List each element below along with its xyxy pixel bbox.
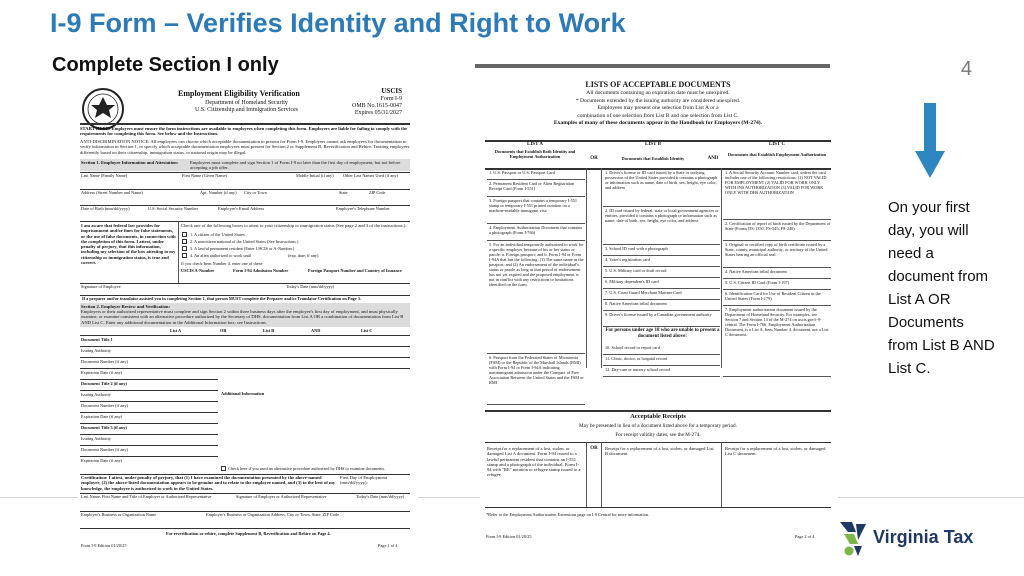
- row-line: [80, 401, 218, 402]
- phone-field: Employee's Telephone Number: [336, 206, 390, 211]
- col-divider: [601, 442, 602, 507]
- todays-date-field: Today's Date (mm/dd/yyyy): [286, 284, 335, 289]
- list-item: 4. Native American tribal document: [723, 269, 831, 279]
- first-day-field: First Day of Employment (mm/dd/yyyy):: [340, 475, 388, 486]
- down-arrow-icon: [915, 103, 945, 179]
- section2-row-label: Issuing Authority: [81, 436, 111, 441]
- row-line: [80, 346, 410, 347]
- attestation-divider: [178, 221, 179, 283]
- state-field: State: [339, 190, 348, 195]
- status-checkbox-1[interactable]: [182, 232, 187, 237]
- expires: Expires 05/31/2027: [354, 110, 402, 116]
- list-item: 7. U.S. Coast Guard Merchant Mariner Card: [603, 290, 720, 300]
- last-name-field: Last Name (Family Name): [81, 173, 128, 178]
- additional-info-label: Additional Information: [221, 391, 265, 396]
- divider: [80, 123, 410, 125]
- col-divider: [586, 168, 587, 368]
- reverification-text: For reverification or rehire, complete Supplement B, Reverification and Rehire on Page 4.: [166, 531, 331, 536]
- virginia-tax-logo-icon: [838, 520, 870, 558]
- list-a-sub: Documents that Establish Both Identity and Employment Authorization: [494, 149, 576, 159]
- list-footer-left: Form I-9 Edition 01/20/25: [486, 534, 532, 539]
- zip-field: ZIP Code: [369, 190, 386, 195]
- list-item: 6. Military dependent's ID card: [603, 279, 720, 289]
- form-title: Employment Eligibility Verification: [178, 89, 300, 98]
- list-item: 5. For an individual temporarily authorized to work for a specific employer because of his or her status or parole: a. Foreign passport; and b. Form I-94 or Form I-94A that has the following: (1) The same name as the passport; and (2) An endorsement of the individual's status or parole as long as that period of endorsement has not yet expired and the proposed employment is not in conflict with any restrictions or limitations identified on the form.: [487, 242, 585, 354]
- section1-title: Section 1. Employee Information and Attestation:: [81, 160, 179, 165]
- dob-field: Date of Birth (mm/dd/yyyy): [81, 206, 130, 211]
- row-line: [80, 412, 218, 413]
- receipts-bottom: [485, 507, 831, 508]
- apt-field: Apt. Number (if any): [200, 190, 237, 195]
- or-label: OR: [590, 446, 598, 451]
- status-option-2: 2. A noncitizen national of the United States (See Instructions.): [190, 239, 299, 244]
- section2-row-label: Expiration Date (if any): [81, 458, 123, 463]
- col-and: AND: [311, 328, 321, 333]
- alt-procedure-text: Check here if you used an alternative procedure authorized by DHS to examine documents.: [228, 466, 386, 471]
- row-line: [80, 528, 410, 529]
- a-number-field: USCIS A-Number: [181, 268, 215, 273]
- address-field: Address (Street Number and Name): [81, 190, 143, 195]
- section2-row-label: Issuing Authority: [81, 392, 111, 397]
- list-item: 3. School ID card with a photograph: [603, 246, 720, 256]
- start-here-text: START HERE: Employers must ensure the form instructions are available to employees when completing this form. Employers are liable for failing to comply with the requirements for completing this form. See below and the Instructions.: [80, 126, 408, 137]
- row-line: [80, 283, 410, 284]
- exp-date-label: (exp. date, if any): [288, 253, 319, 258]
- status-checkbox-4[interactable]: [182, 253, 187, 258]
- status-option-4: 4. An alien authorized to work until: [190, 253, 252, 258]
- under18-heading: For persons under age 18 who are unable to present a document listed above:: [605, 328, 720, 339]
- form-dept: [195, 100, 298, 114]
- bottom-divider-left: [0, 497, 78, 498]
- i94-field: Form I-94 Admission Number: [233, 268, 289, 273]
- list-item: 2. ID card issued by federal, state or local government agencies or entities, provided it contains a photograph or information such as name, date of birth, sex, height, eye color, and address: [603, 208, 720, 245]
- check-one-text: Check one of the following boxes to attest to your citizenship or immigration status (See page 2 and 3 of the instructions.):: [181, 223, 407, 228]
- acceptable-documents-page-image: [483, 72, 833, 546]
- form-i9-page1-image: [78, 85, 414, 553]
- receipts-divider: [485, 442, 831, 443]
- col-divider: [601, 168, 602, 368]
- row-line: [80, 357, 410, 358]
- employee-signature-field: Signature of Employee: [81, 284, 121, 289]
- status-option-1: 1. A citizen of the United States: [190, 232, 245, 237]
- status-option-3: 3. A lawful permanent resident (Enter USCIS or A-Number.): [190, 246, 295, 251]
- list-item: 1. Driver's license or ID card issued by a State or outlying possession of the United States provided it contains a photograph or information such as name, date of birth, sex, height, eye color, and address: [603, 170, 720, 207]
- top-divider: [475, 64, 830, 68]
- business-address-field: Employer's Business or Organization Address, City or Town, State, ZIP Code: [206, 512, 339, 517]
- item4-text: If you check Item Number 4, enter one of these:: [181, 261, 264, 266]
- page-number: 4: [960, 58, 972, 80]
- anti-discrimination-text: ANTI-DISCRIMINATION NOTICE: All employees can choose which acceptable documentation to present for Form I-9. Employers cannot ask employees for documentation to verify information in Section 1, or specify which acceptable documentation employees must present for Section 2 or Supplement B, Reverification and Rehire. Treating employees differently based on their citizenship, immigration status, or national origin may be illegal.: [80, 139, 410, 155]
- status-checkbox-3[interactable]: [182, 246, 187, 251]
- form-footer-right: Page 1 of 4: [378, 543, 398, 548]
- list-item: 4. Voter's registration card: [603, 257, 720, 267]
- list-item: 9. Driver's license issued by a Canadian government authority: [603, 312, 720, 327]
- lists-title: LISTS OF ACCEPTABLE DOCUMENTS: [585, 80, 731, 89]
- list-item: 8. Native American tribal document: [603, 301, 720, 311]
- receipt-list-a: Receipt for a replacement of a lost, stolen, or damaged List A document. Form I-94 issued to a lawful permanent resident that contains an I-551 stamp and a photograph of the individual. Form I-94 with "RE" notation or refugee stamp issued to a refugee.: [487, 446, 581, 478]
- row-line: [80, 379, 218, 380]
- section2-title: Section 2. Employer Review and Verification:: [81, 304, 170, 309]
- slide-title: I-9 Form – Verifies Identity and Right to Work: [50, 8, 626, 38]
- row-line: [80, 456, 218, 457]
- certification-text: Certification: I attest, under penalty of perjury, that (1) I have examined the documentation presented by the above-named employee, (2) the above-listed documentation appears to be genuine and to relate to the employee named, and (3) to the best of my knowledge, the employee is authorized to work in the United States.: [81, 475, 336, 491]
- employer-signature-field: Signature of Employer or Authorized Representative: [236, 494, 327, 499]
- intro-line: Employees may present one selection from List A or a: [597, 105, 719, 111]
- intro-line: combination of one selection from List B and one selection from List C.: [577, 112, 739, 119]
- business-name-field: Employer's Business or Organization Name: [81, 512, 157, 517]
- list-item: 4. Employment Authorization Document that contains a photograph (Form I-766): [487, 225, 585, 241]
- dept-line-1: Department of Homeland Security: [205, 100, 288, 106]
- list-item: 11. Clinic, doctor, or hospital record: [603, 356, 720, 366]
- form-name: Form I-9: [380, 96, 402, 102]
- list-item: 5. U.S. Citizen ID Card (Form I-197): [723, 280, 831, 290]
- intro-line: All documents containing an expiration date must be unexpired.: [586, 90, 730, 96]
- form-footer-left: Form I-9 Edition 01/20/25: [81, 543, 127, 548]
- and-label: AND: [707, 156, 719, 161]
- list-item: 5. U.S. Military card or draft record: [603, 268, 720, 278]
- section2-row-label: Expiration Date (if any): [81, 370, 123, 375]
- form-agency-block: [352, 88, 402, 117]
- col-divider: [721, 168, 722, 368]
- attestation-text: I am aware that federal law provides for imprisonment and/or fines for false statements, or the use of false documents, in connection with the completion of this form. I attest, under penalty of perjury, that this information, including my selection of the box attesting to my citizenship or immigration status, is true and correct.: [81, 223, 176, 266]
- receipts-sub1: May be presented in lieu of a document listed above for a temporary period.: [579, 423, 737, 429]
- row-line: [80, 434, 218, 435]
- list-item: 1. A Social Security Account Number card, unless the card includes one of the following restrictions: (1) NOT VALID FOR EMPLOYMENT (2) VALID FOR WORK ONLY WITH INS AUTHORIZATION (3) VALID FOR WORK ONLY WITH DHS AUTHORIZATION: [723, 170, 831, 220]
- col-list-b: List B: [263, 328, 275, 333]
- preparer-text: If a preparer and/or translator assisted you in completing Section 1, that person MUST complete the Preparer and/or Translator Certification on Page 3.: [82, 296, 361, 301]
- city-field: City or Town: [244, 190, 267, 195]
- row-line: [80, 221, 410, 222]
- receipts-sub2: For receipt validity dates, see the M-274.: [615, 432, 701, 438]
- bottom-divider-right: [838, 497, 1024, 498]
- list-item: 6. Passport from the Federated States of Micronesia (FSM) or the Republic of the Marshall Islands (RMI) with Form I-94 or Form I-94A indicating nonimmigrant admission under the Compact of Free Association Between the United States and the FSM or RMI: [487, 355, 585, 405]
- list-item: 12. Day-care or nursery school record: [603, 367, 720, 377]
- ssn-field: U.S. Social Security Number: [148, 206, 199, 211]
- section2-row-label: Document Number (if any): [81, 403, 128, 408]
- status-checkbox-2[interactable]: [182, 239, 187, 244]
- list-item: 2. Permanent Resident Card or Alien Registration Receipt Card (Form I-551): [487, 181, 585, 197]
- list-item: 3. Original or certified copy of birth certificate issued by a State, county, municipal authority, or territory of the United States bearing an official seal: [723, 242, 831, 268]
- footnote: *Refer to the Employment Authorization Extensions page on I-9 Central for more information.: [486, 512, 650, 517]
- receipts-title: Acceptable Receipts: [630, 413, 686, 420]
- list-item: 7. Employment authorization document issued by the Department of Homeland Security. For examples, see Section 7 and Section 13 of the M-274 on uscis.gov/i-9-central. The Form I-766, Employment Authorization Document, is a List A, Item Number 4. document, not a List C document.: [723, 307, 831, 377]
- list-item: 6. Identification Card for Use of Resident Citizen in the United States (Form I-179): [723, 291, 831, 306]
- row-line: [80, 368, 410, 369]
- bottom-divider-mid: [418, 497, 480, 498]
- intro-line: Examples of many of these documents appear in the Handbook for Employers (M-274).: [553, 120, 763, 126]
- col-divider: [721, 442, 722, 507]
- list-footer-right: Page 2 of 4: [795, 534, 815, 539]
- list-item: 10. School record or report card: [603, 345, 720, 355]
- email-field: Employee's Email Address: [218, 206, 265, 211]
- list-item: 3. Foreign passport that contains a temporary I-551 stamp or temporary I-551 printed notation on a machine-readable immigrant visa: [487, 198, 585, 224]
- receipts-top: [485, 410, 831, 412]
- agency: USCIS: [381, 87, 402, 95]
- section2-row-label: Document Title 3 (if any): [81, 425, 127, 430]
- section2-row-label: Expiration Date (if any): [81, 414, 123, 419]
- col-divider: [586, 442, 587, 507]
- alt-procedure-checkbox[interactable]: [221, 466, 226, 471]
- col-or: OR: [220, 328, 227, 333]
- list-c-head: LIST C: [768, 142, 786, 147]
- employer-name-field: Last Name, First Name and Title of Employer or Authorized Representative: [81, 494, 212, 499]
- virginia-tax-logo-text: Virginia Tax: [873, 527, 974, 547]
- instruction-text: On your first day, you will need a document from List A OR Documents from List B AND List C.: [888, 199, 995, 377]
- col-list-a: List A: [170, 328, 182, 333]
- section1-text: Employees must complete and sign Section 1 of Form I-9 no later than the first day of employment, but not before accepting a job offer.: [190, 160, 401, 171]
- or-label: OR: [590, 156, 598, 161]
- list-a-head: LIST A: [527, 142, 543, 147]
- intro-line: * Documents extended by the issuing authority are considered unexpired.: [575, 97, 741, 104]
- passport-field: Foreign Passport Number and Country of Issuance: [308, 268, 402, 273]
- middle-initial-field: Middle Initial (if any): [296, 173, 334, 178]
- first-name-field: First Name (Given Name): [182, 173, 227, 178]
- receipt-list-b: Receipt for a replacement of a lost, stolen, or damaged List B document.: [605, 446, 714, 457]
- list-b-head: LIST B: [645, 142, 661, 147]
- row-line: [80, 423, 218, 424]
- slide-subtitle: Complete Section I only: [52, 54, 279, 76]
- lists-intro: [483, 90, 833, 128]
- list-c-sub: Documents that Establish Employment Authorization: [727, 152, 827, 157]
- section2-row-label: Document Title 1: [81, 337, 113, 342]
- list-item: 1. U.S. Passport or U.S. Passport Card: [487, 170, 585, 180]
- section2-row-label: Document Title 2 (if any): [81, 381, 127, 386]
- list-b-sub: Documents that Establish Identity: [621, 156, 685, 161]
- section2-row-label: Issuing Authority: [81, 348, 111, 353]
- list-item: 2. Certification of report of birth issued by the Department of State (Forms DS-1350, FS-545, FS-240): [723, 221, 831, 241]
- section2-row-label: Document Number (if any): [81, 359, 128, 364]
- section2-text: Employers or their authorized representative must complete and sign Section 2 within three business days after the employee's first day of employment, and must physically examine, or examine consistent with an alternative procedure authorized by the Secretary of DHS, documentation from List A OR a combination of documentation from List B AND List C. Enter any additional documentation in the Additional Information box; see Instructions.: [81, 309, 404, 325]
- row-line: [80, 390, 218, 391]
- receipt-list-c: Receipt for a replacement of a lost, stolen, or damaged List C document.: [725, 446, 826, 457]
- row-line: [80, 335, 410, 336]
- row-line: [80, 445, 218, 446]
- section2-row-label: Document Number (if any): [81, 447, 128, 452]
- employer-date-field: Today's Date (mm/dd/yyyy): [356, 494, 405, 499]
- omb-number: OMB No.1615-0047: [351, 103, 402, 109]
- dept-line-2: U.S. Citizenship and Immigration Services: [195, 107, 298, 113]
- other-names-field: Other Last Names Used (if any): [343, 173, 399, 178]
- col-list-c: List C: [361, 328, 373, 333]
